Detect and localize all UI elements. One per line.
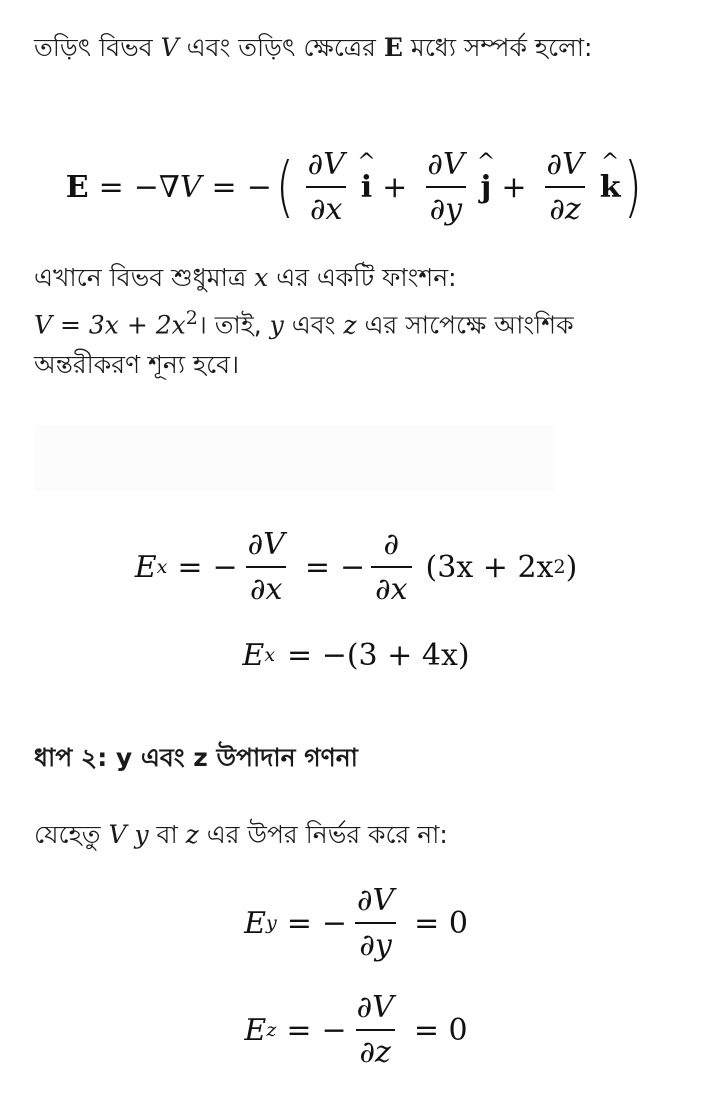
ex2-rhs: = −(3 + 4x) [287, 637, 470, 673]
frac-den: ∂x [306, 186, 346, 227]
ez-equals: = [286, 1012, 312, 1048]
ex-e: E [134, 549, 157, 585]
frac-num: ∂V [307, 147, 345, 182]
frac-den: ∂x [246, 566, 286, 607]
frac-d-dx [371, 527, 411, 607]
frac-dv-dy [423, 147, 468, 227]
para2-symbol-x: x [254, 263, 269, 292]
ey-rhs: = 0 [414, 905, 468, 941]
step-heading: ধাপ ২: y এবং z উপাদান গণনা [34, 743, 358, 772]
para3-symbol-v: V [108, 820, 127, 849]
para2-symbol-y: y [269, 310, 284, 340]
intro-paragraph [34, 28, 684, 68]
frac-num: ∂V [427, 147, 465, 182]
ex-equals-2: = [304, 549, 330, 585]
frac-den: ∂y [426, 186, 466, 227]
frac-num: ∂V [356, 990, 394, 1025]
eq-plus-1: + [382, 169, 408, 205]
ex-expression: (3x + 2x [425, 549, 554, 585]
potential-expression: V = 3x + 2x [34, 310, 186, 340]
para2-text-6: অন্তরীকরণ শূন্য হবে। [34, 350, 240, 380]
ez-e: E [244, 1012, 267, 1048]
unit-vector-j: ^ j [481, 170, 492, 205]
ey-equals: = [286, 905, 312, 941]
frac-dv-dy [353, 883, 398, 963]
eq-equals-1: = [98, 169, 124, 205]
unit-vector-i: ^ i [361, 170, 372, 205]
eq-left-paren: ( [275, 148, 294, 225]
eq-right-paren: ) [624, 148, 643, 225]
potential-paragraph [34, 258, 684, 385]
frac-num: ∂V [247, 527, 285, 562]
frac-den: ∂z [356, 1029, 395, 1070]
frac-dv-dz [353, 990, 398, 1070]
para3-symbol-y: y [134, 820, 149, 849]
frac-num: ∂V [356, 883, 395, 918]
eq-equals-2: = [211, 169, 237, 205]
ex-close-paren: ) [565, 549, 578, 585]
frac-dv-dx [244, 527, 289, 607]
para3-text-2: বা [148, 820, 186, 849]
intro-text-3: মধ্যে সম্পর্ক হলো: [402, 33, 593, 62]
unit-vector-k: ^ k [600, 170, 621, 205]
para3-text-3: এর উপর নির্ভর করে না: [198, 820, 448, 849]
intro-text-2: এবং তড়িৎ ক্ষেত্রের [178, 33, 384, 62]
para2-text-4: এবং [283, 310, 344, 340]
frac-den: ∂x [371, 566, 411, 607]
potential-exponent: 2 [185, 307, 198, 329]
ey-subscript: y [265, 912, 277, 934]
ex-derivative-equation [0, 522, 712, 612]
ez-equation [0, 985, 712, 1075]
watermark [34, 425, 554, 491]
ez-minus: − [321, 1012, 347, 1048]
ex-minus-1: − [212, 549, 238, 585]
frac-dv-dz [543, 147, 588, 227]
ex-minus-2: − [339, 549, 366, 585]
ex2-e: E [242, 637, 265, 673]
frac-dv-dx [304, 147, 349, 227]
ez-rhs: = 0 [413, 1012, 468, 1048]
ex-exponent: 2 [553, 556, 566, 578]
eq-e-vector: E [65, 169, 89, 205]
intro-symbol-v: V [160, 33, 179, 62]
ex2-subscript: x [264, 644, 276, 666]
intro-symbol-e: E [383, 33, 403, 62]
frac-den: ∂z [545, 186, 584, 227]
para2-symbol-z: z [343, 310, 357, 340]
eq-neg-grad: −∇ [133, 169, 180, 205]
ex-subscript: x [156, 556, 168, 578]
ex-equals-1: = [177, 549, 203, 585]
para2-text-5: এর সাপেক্ষে আংশিক [356, 310, 574, 340]
dependency-paragraph [34, 815, 684, 855]
ey-equation [0, 878, 712, 968]
eq-v: V [179, 169, 202, 205]
ex-result-equation [0, 630, 712, 680]
para2-text-1: এখানে বিভব শুধুমাত্র [34, 263, 255, 292]
eq-plus-2: + [501, 169, 527, 205]
para3-text-1: যেহেতু [34, 820, 109, 849]
eq-minus: − [246, 169, 272, 205]
ey-e: E [244, 905, 266, 941]
para2-text-2: এর একটি ফাংশন: [268, 263, 457, 292]
intro-text-1: তড়িৎ বিভব [34, 33, 161, 62]
para3-symbol-z: z [185, 820, 199, 849]
ez-subscript: z [266, 1019, 277, 1041]
frac-num: ∂ [383, 527, 400, 562]
frac-num: ∂V [546, 147, 584, 182]
frac-den: ∂y [355, 922, 395, 963]
ey-minus: − [321, 905, 347, 941]
para2-text-3: । তাই, [197, 310, 270, 340]
gradient-equation [0, 142, 712, 232]
